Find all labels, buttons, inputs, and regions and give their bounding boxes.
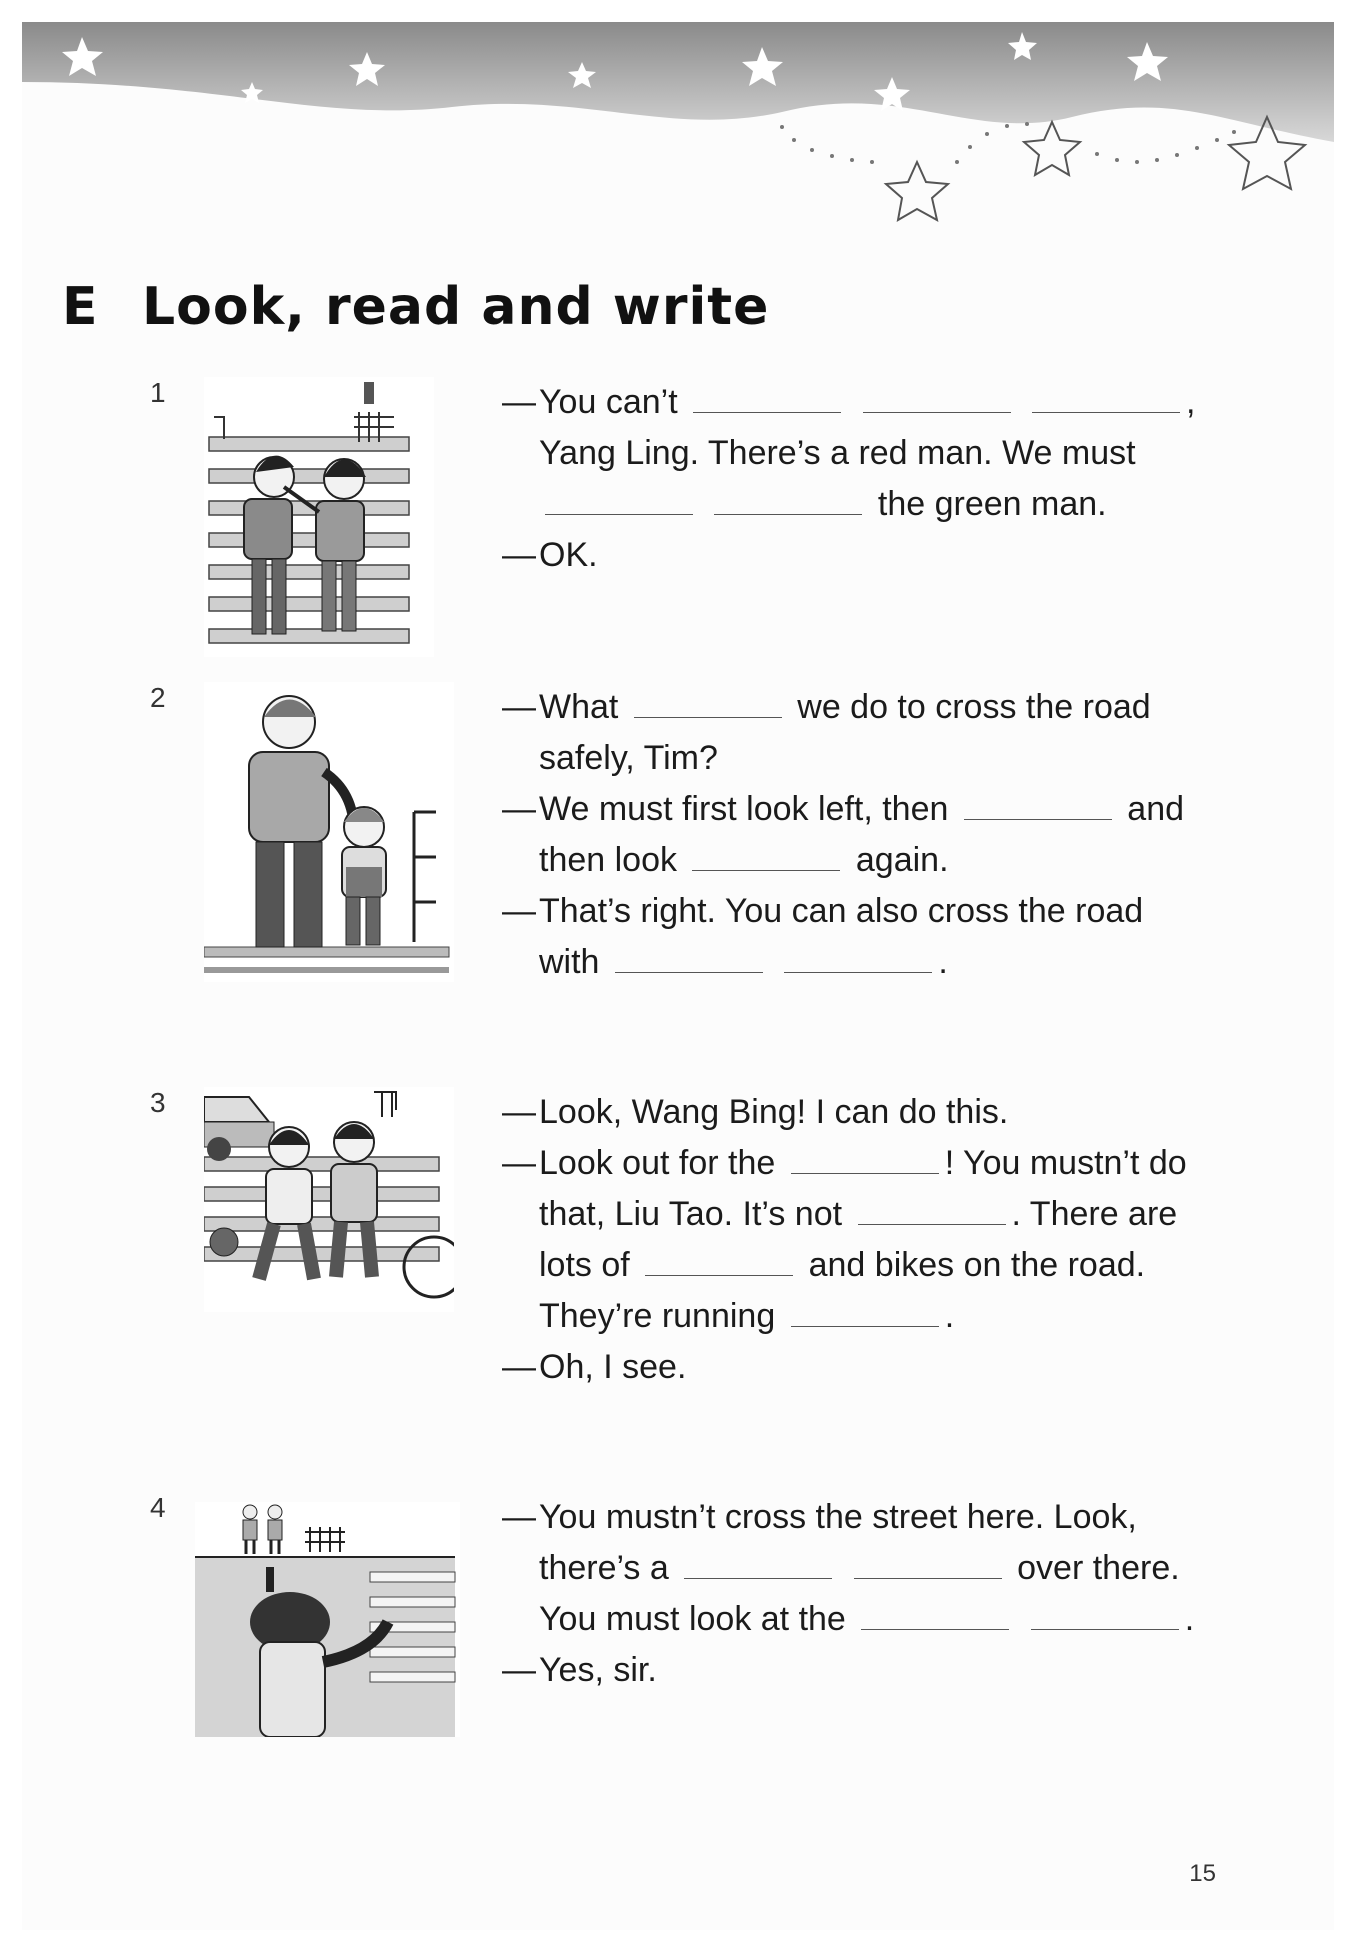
answer-blank[interactable] [684, 1548, 832, 1579]
answer-blank[interactable] [784, 942, 932, 973]
answer-blank[interactable] [714, 484, 862, 515]
section-title: Look, read and write [142, 277, 770, 337]
section-heading [62, 277, 769, 337]
answer-blank[interactable] [863, 382, 1011, 413]
answer-blank[interactable] [854, 1548, 1002, 1579]
workbook-page [22, 22, 1334, 1930]
dialog-line: Yang Ling. There’s a red man. We must [539, 434, 1136, 472]
answer-blank[interactable] [861, 1599, 1009, 1630]
dotted-trail [780, 122, 1236, 164]
answer-blank[interactable] [791, 1296, 939, 1327]
dialog-line: You must look at the . [539, 1600, 1195, 1638]
crossing-red-man-illustration [204, 377, 434, 657]
answer-blank[interactable] [615, 942, 763, 973]
dialog-line: there’s a over there. [539, 1549, 1180, 1587]
page-number: 15 [1189, 1860, 1216, 1887]
dialog-line: with . [539, 943, 948, 981]
dialog-line: —Oh, I see. [502, 1348, 687, 1386]
traffic-light [364, 382, 374, 404]
answer-blank[interactable] [1031, 1599, 1179, 1630]
answer-blank[interactable] [693, 382, 841, 413]
dialog-line: —OK. [502, 536, 598, 574]
dialog-line: then look again. [539, 841, 949, 879]
dialog-3 [502, 1087, 1282, 1393]
dialog-line: safely, Tim? [539, 739, 718, 777]
policeman-illustration [195, 1502, 460, 1737]
answer-blank[interactable] [634, 687, 782, 718]
running-across-road-illustration [204, 1087, 454, 1312]
answer-blank[interactable] [964, 789, 1112, 820]
dialog-line: lots of and bikes on the road. [539, 1246, 1146, 1284]
section-letter: E [62, 277, 99, 337]
dialog-line: —You mustn’t cross the street here. Look, [502, 1498, 1137, 1536]
answer-blank[interactable] [858, 1194, 1006, 1225]
dialog-line: —Yes, sir. [502, 1651, 657, 1689]
exercise-number: 1 [150, 377, 166, 408]
dialog-line: —What we do to cross the road [502, 688, 1151, 726]
answer-blank[interactable] [1032, 382, 1180, 413]
dialog-line: —Look out for the ! You mustn’t do [502, 1144, 1187, 1182]
dialog-1 [502, 377, 1282, 581]
answer-blank[interactable] [545, 484, 693, 515]
dialog-line: —That’s right. You can also cross the road [502, 892, 1144, 930]
dialog-line: —You can’t , [502, 383, 1196, 421]
answer-blank[interactable] [692, 840, 840, 871]
star-banner [22, 22, 1334, 252]
dialog-line: the green man. [502, 479, 1282, 530]
answer-blank[interactable] [645, 1245, 793, 1276]
exercise-number: 2 [150, 682, 166, 713]
dialog-line: —Look, Wang Bing! I can do this. [502, 1093, 1009, 1131]
outline-star-icon [886, 117, 1305, 220]
dialog-4 [502, 1492, 1282, 1696]
father-and-son-illustration [204, 682, 454, 982]
dialog-line: that, Liu Tao. It’s not . There are [539, 1195, 1178, 1233]
answer-blank[interactable] [791, 1143, 939, 1174]
exercise-number: 3 [150, 1087, 166, 1118]
dialog-line: They’re running . [539, 1297, 955, 1335]
dialog-line: —We must first look left, then and [502, 790, 1185, 828]
exercise-number: 4 [150, 1492, 166, 1523]
dialog-2 [502, 682, 1282, 988]
